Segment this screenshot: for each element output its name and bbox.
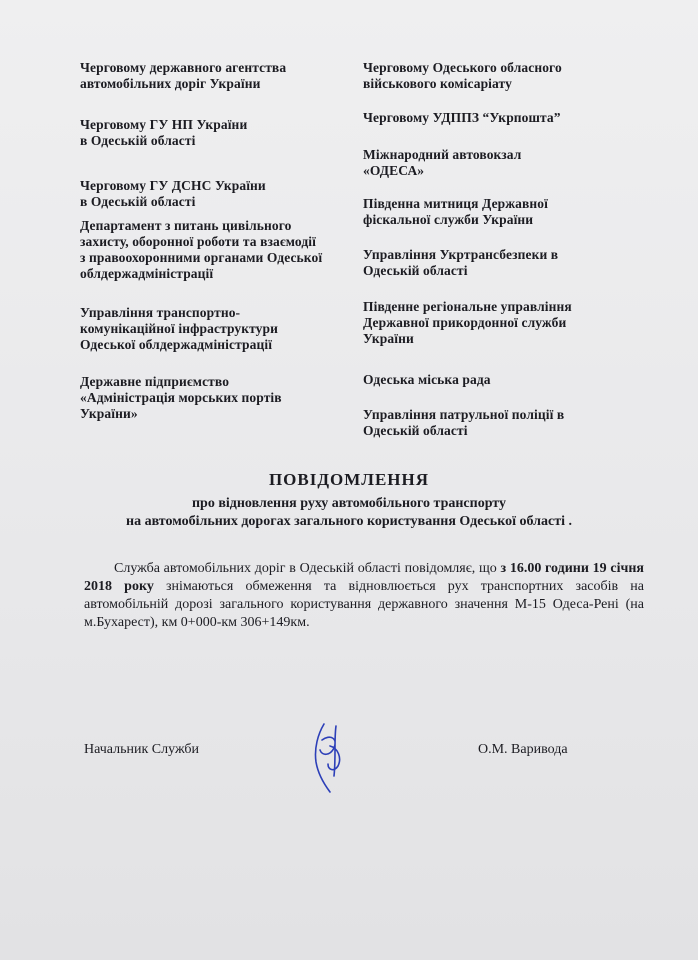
signatory-name: О.М. Варивода bbox=[478, 742, 568, 757]
recipient-left-2: Черговому ГУ НП України в Одеській області bbox=[80, 117, 248, 148]
recipient-left-4: Департамент з питань цивільного захисту, оборонної роботи та взаємодії з правоохоронними органами Одеської облдержадміністрації bbox=[80, 218, 323, 281]
recipient-right-4: Південна митниця Державної фіскальної служби України bbox=[363, 196, 548, 227]
notice-subtitle-line-1: про відновлення руху автомобільного транспорту bbox=[191, 496, 506, 511]
recipient-left-3: Черговому ГУ ДСНС України в Одеській області bbox=[80, 178, 266, 209]
notice-title: ПОВІДОМЛЕННЯ bbox=[268, 470, 430, 489]
body-text-date: з 16.00 години 19 січня 2018 року bbox=[84, 561, 644, 594]
recipient-right-3: Міжнародний автовокзал «ОДЕСА» bbox=[363, 147, 522, 178]
recipient-left-6: Державне підприємство «Адміністрація морських портів України» bbox=[80, 374, 282, 421]
recipient-left-5: Управління транспортно- комунікаційної інфраструктури Одеської облдержадміністрації bbox=[80, 305, 279, 352]
notice-body bbox=[84, 560, 644, 632]
recipient-right-7: Одеська міська рада bbox=[363, 372, 491, 387]
recipient-left-1: Черговому державного агентства автомобільних доріг України bbox=[80, 60, 287, 91]
body-text-part-2: знімаються обмеження та відновлюється рух транспортних засобів на автомобільній дорозі загального користування державного значення М-15 Одеса-Рені (на м.Бухарест), км 0+000-км 306+149км. bbox=[84, 579, 645, 630]
recipient-right-5: Управління Укртрансбезпеки в Одеській області bbox=[363, 247, 559, 278]
recipient-right-8: Управління патрульної поліції в Одеській області bbox=[363, 407, 565, 438]
signatory-position: Начальник Служби bbox=[84, 742, 200, 757]
notice-subtitle-line-2: на автомобільних дорогах загального користування Одеської області . bbox=[126, 514, 572, 529]
body-text-part-1: Служба автомобільних доріг в Одеській області повідомляє, що bbox=[114, 561, 501, 576]
recipient-right-6: Південне регіональне управління Державної прикордонної служби України bbox=[363, 299, 572, 346]
recipient-right-2: Черговому УДППЗ “Укрпошта” bbox=[363, 110, 561, 125]
handwritten-signature-icon bbox=[300, 718, 360, 796]
recipient-right-1: Черговому Одеського обласного військового комісаріату bbox=[363, 60, 562, 91]
